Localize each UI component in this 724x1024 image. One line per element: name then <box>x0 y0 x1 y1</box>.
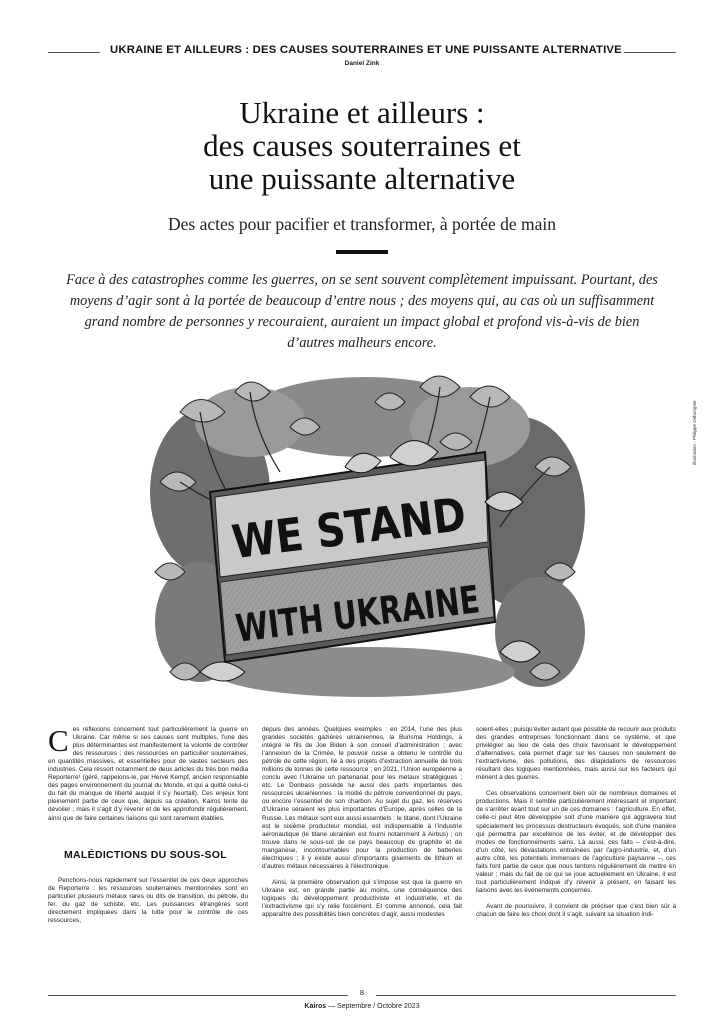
body-paragraph: Penchons-nous rapidement sur l’essentiel de ces deux approches de Reporterre : les ressources souterraines mentionnées sont en particulier plusieurs métaux rares ou dits de transition, du pétrole, du fer, du gaz de schiste, etc. Les puissances étrangères sont directement impliquées dans la lutte pour le contrôle de ces ressources, <box>48 876 248 924</box>
title-line: Ukraine et ailleurs : <box>239 95 485 130</box>
title-line: des causes souterraines et <box>203 128 521 163</box>
title-divider <box>336 250 388 254</box>
article-subtitle: Des actes pour pacifier et transformer, à portée de main <box>167 214 556 234</box>
running-header-title: UKRAINE ET AILLEURS : DES CAUSES SOUTERRAINES ET UNE PUISSANTE ALTERNATIVE <box>110 44 622 56</box>
we-stand-with-ukraine-illustration <box>140 372 590 697</box>
body-paragraph: soient-elles ; puisqu’éviter autant que possible de recourir aux produits des grandes entreprises fonctionnant dans ce système, et que privilégier au lieu de cela des choix favorisant le développement d’alternatives, cela permet d’agir sur les causes non seulement de l’extractivisme, des pollutions, des dilapidations de ressources résultant des logiques mentionnées, mais aussi sur les facteurs qui mènent à des guerres. <box>476 726 676 782</box>
lead-line: moyens d’agir sont à la portée de beaucoup d’entre nous ; des moyens qui, au cas où un suffisamment <box>69 293 655 309</box>
body-column-3 <box>476 726 676 919</box>
journal-issue <box>0 1003 724 1010</box>
body-column-2 <box>262 726 462 919</box>
body-paragraph: Avant de poursuivre, il convient de préciser que c’est bien sûr à chacun de faire les choix dont il s’agit, suivant sa situation indi- <box>476 902 676 918</box>
lead-line: grand nombre de personnes y recouraient, auraient un impact global et profond vis-à-vis de bien <box>84 314 640 330</box>
sign-text-line-2: WITH UKRAINE <box>233 568 555 651</box>
illustration-credit-text: Illustration : Philippe Debongnie <box>692 400 697 465</box>
body-paragraph: Ces observations concernent bien sûr de nombreux domaines et productions. Mais il semble particulièrement intéressant et important de s’arrêter avant tout sur un de ces domaines : l’agriculture. En effet, celle-ci peut être développée soit d’une manière qui aggravera tout spécialement les processus destructeurs évoqués, soit d’une manière qui permettra par excellence de les éviter, et de développer des modes de fonctionnements sains. Là aussi, ces faits – c’est-à-dire, d’un côté, les dévastations entraînées par l’agro-industrie, et, d’un autre côté, les potentiels immenses de l’agriculture paysanne –, ces faits font partie de ceux que nous tentons régulièrement de mettre en valeur ; mais du fait de ce qui se joue actuellement en Ukraine, il est tout particulièrement indiqué d’y revenir à présent, en faisant les liaisons avec les événements concernés. <box>476 790 676 894</box>
author-name: Daniel Zink <box>344 60 380 67</box>
body-paragraph: depuis des années. Quelques exemples : en 2014, l’une des plus grandes sociétés gazières ukrainiennes, la Burisma Holdings, a intégré le fils de Joe Biden à son conseil d’administration ; avec l’annexion de la Crimée, le pouvoir russe a obtenu le contrôle du pétrole de cette région, lié à des projets d’extraction annuelle de trois millions de tonnes de cette ressource ; en 2021, l’Union européenne a conclu avec l’Ukraine un partenariat pour les métaux stratégiques ; etc. Le Donbass possède lui aussi des parts importantes des ressources ukrainiennes : la moitié du pétrole conventionnel du pays, ou encore l’essentiel de son charbon. Au sujet du gaz, les réserves d’Ukraine seraient les plus importantes d’Europe, après celles de la Russie. Les métaux sont eux aussi essentiels : le titane, dont l’Ukraine est le sixième producteur mondial, est indispensable à l’industrie aéronautique (le titane ukrainien est fourni notamment à Airbus) ; on trouve dans le sous-sol de ce pays beaucoup de graphite et de manganèse, incontournables pour la production de batteries électriques ; il y existe aussi d’importants gisements de lithium et d’autres métaux nécessaires à l’électronique. <box>262 726 462 870</box>
body-paragraph: Ainsi, la première observation qui s’impose est que la guerre en Ukraine est, en grande partie au moins, une conséquence des logiques du développement productiviste et industrielle, et de l’extractivisme qui s’y relie forcément. Et comme annoncé, cela fait apparaître des possibilités bien concrètes d’agir, aussi modestes <box>262 878 462 919</box>
body-column-1 <box>48 723 248 925</box>
header-rule-right <box>624 52 676 53</box>
article-lead <box>40 270 684 354</box>
title-line: une puissante alternative <box>208 161 516 196</box>
body-text: es réflexions concernent tout particulièrement la guerre en Ukraine. Car même si ses causes sont multiples, l’une des plus déterminantes est manifestement la volonté de contrôler des ressources ; des ressources en particulier souterraines, en quantités massives, et essentielles pour de vastes secteurs des industries. Cela ressort notamment de deux articles du très bon média Reporterre¹ (géré, rappelons-le, par Hervé Kempf, ancien responsable des pages environnement du journal du Monde, et qui a quitté celui-ci du fait du manque de liberté auquel il s’y heurtait). Ces enjeux font pleinement partie de ceux que, depuis sa création, Kairos tente de dévoiler ; mais il s’agit d’y revenir et de les approfondir régulièrement, ainsi que de faire certaines liaisons qui sont rarement établies. <box>48 726 248 822</box>
issue-date: — Septembre / Octobre 2023 <box>326 1003 420 1010</box>
article-title <box>100 96 624 195</box>
lead-line: Face à des catastrophes comme les guerres, on se sent souvent complètement impuissant. Pourtant, des <box>66 272 658 288</box>
sign-text-line-1: WE STAND <box>228 482 505 570</box>
journal-name: Kairos <box>304 1003 327 1010</box>
illustration-credit <box>692 385 702 465</box>
header-rule-left <box>48 52 100 53</box>
footer-rule-right <box>376 995 676 996</box>
section-heading: MALÉDICTIONS DU SOUS-SOL <box>64 848 227 861</box>
body-paragraph <box>48 723 248 823</box>
dropcap: C <box>48 723 69 758</box>
lead-line: d’autres malheurs encore. <box>287 335 437 351</box>
page-number: 8 <box>359 988 365 997</box>
